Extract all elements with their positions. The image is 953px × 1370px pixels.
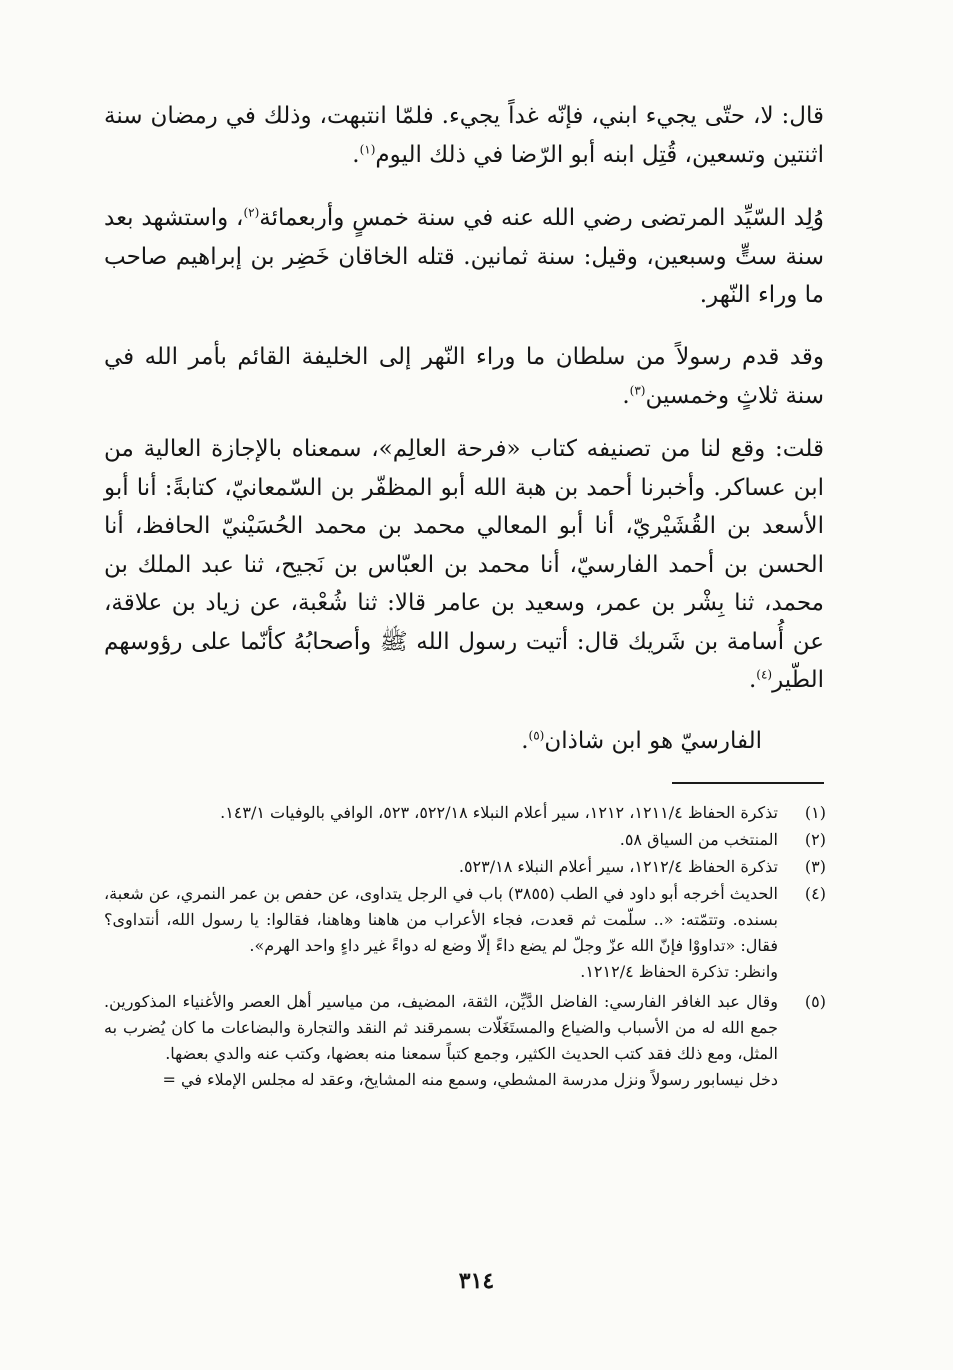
paragraph-5-end: . <box>521 728 529 754</box>
footnote-text: تذكرة الحفاظ ١٢١٢/٤، سير أعلام النبلاء ٥٢٣/١٨. <box>458 857 778 876</box>
footnote-text: المنتخب من السياق ٥٨. <box>619 830 778 849</box>
page-number: ٣١٤ <box>458 1268 495 1294</box>
footnote-number: (١) <box>804 803 826 822</box>
footnote-3 <box>104 854 826 880</box>
footnote-extra-text: وانظر: تذكرة الحفاظ ١٢١٢/٤. <box>580 962 778 981</box>
footnote-text: وقال عبد الغافر الفارسي: الفاضل الدَّيِّن، الثقة، المضيف، من مياسير أهل العصر والأغنياء المذكورين. جمع الله له من الأسباب والضياع والمستَغَلّات بسمرقند ثم النقد والتجارة والبضاعات ما كان يُضرب به المثل، ومع ذلك فقد كتب الحديث الكثير، وجمع كتباً سمعنا منه بعضها، وكتب عنه والدي بعضها. <box>104 992 778 1063</box>
footnote-text: الحديث أخرجه أبو داود في الطب (٣٨٥٥) باب في الرجل يتداوى، عن حفص بن عمر النمري، عن شعبة، بسنده. وتتمّته: «.. سلّمت ثم قعدت، فجاء الأعراب من هاهنا وهاهنا، فقالوا: يا رسول الله، أنتداوى؟ فقال: «تداووْا فإنّ الله عزّ وجلّ لم يضع داءً إلّا وضع له دواءً غير داءٍ واحد الهرم». <box>104 884 778 955</box>
footnote-body <box>104 881 778 985</box>
paragraph-1-end: . <box>352 141 360 168</box>
paragraph-2 <box>104 199 824 315</box>
paragraph-4 <box>104 430 824 700</box>
footnote-ref-1[interactable]: (١) <box>359 141 376 156</box>
footnote-4 <box>104 881 826 985</box>
footnote-number: (٥) <box>804 992 826 1011</box>
paragraph-3-text: وقد قدم رسولاً من سلطان ما وراء النّهر إلى الخليفة القائم بأمر الله في سنة ثلاثٍ وخمسين <box>104 344 824 409</box>
footnote-extra-text: دخل نيسابور رسولاً ونزل مدرسة المشطي، وسمع منه المشايخ، وعقد له مجلس الإملاء في = <box>162 1070 778 1089</box>
footnote-text: تذكرة الحفاظ ١٢١١/٤، ١٢١٢، سير أعلام النبلاء ٥٢٢/١٨، ٥٢٣، الوافي بالوفيات ١٤٣/١. <box>220 803 778 822</box>
footnote-1 <box>104 800 826 826</box>
footnote-2 <box>104 827 826 853</box>
footnote-ref-3[interactable]: (٣) <box>629 382 646 397</box>
paragraph-2-text-b: ، واستشهد بعد سنة ستٍّ وسبعين، وقيل: سنة ثمانين. قتله الخاقان خَضِر بن إبراهيم صاحب ما وراء النّهر. <box>104 205 824 308</box>
footnote-divider <box>672 782 824 784</box>
paragraph-4-text: قلت: وقع لنا من تصنيفه كتاب «فرحة العالِم»، سمعناه بالإجازة العالية من ابن عساكر. وأخبرنا أحمد بن هبة الله أبو المظفّر بن السّمعانيّ، كتابةً: أنا أبو الأسعد بن القُشَيْريّ، أنا أبو المعالي محمد بن محمد الحُسَيْنيّ الحافظ، أنا الحسن بن أحمد الفارسيّ، أنا محمد بن العبّاس بن نَجيح، ثنا عبد الملك بن محمد، ثنا بِشْر بن عمر، وسعيد بن عامر قالا: ثنا شُعْبة، عن زياد بن علاقة، عن أُسامة بن شَريك قال: أتيت رسول الله ﷺ وأصحابُهُ كأنّما على رؤوسهم الطّير <box>104 436 824 693</box>
paragraph-3 <box>104 338 824 415</box>
paragraph-5 <box>104 722 824 761</box>
footnote-ref-4[interactable]: (٤) <box>756 667 773 682</box>
paragraph-3-end: . <box>622 382 630 409</box>
footnote-ref-5[interactable]: (٥) <box>528 728 545 743</box>
paragraph-5-text: الفارسيّ هو ابن شاذان <box>544 728 762 754</box>
footnotes <box>104 800 826 1094</box>
paragraph-1 <box>104 97 824 174</box>
footnote-number: (٣) <box>804 857 826 876</box>
paragraph-4-end: . <box>748 667 757 693</box>
footnote-number: (٤) <box>804 884 826 903</box>
paragraph-1-text: قال: لا، حتّى يجيء ابني، فإنّه غداً يجيء. فلمّا انتبهت، وذلك في رمضان سنة اثنتين وتسعين، قُتِل ابنه أبو الرّضا في ذلك اليوم <box>104 103 824 168</box>
footnote-body <box>104 989 778 1093</box>
footnote-ref-2[interactable]: (٢) <box>243 205 260 220</box>
footnote-number: (٢) <box>804 830 826 849</box>
paragraph-2-text-a: وُلِد السّيِّد المرتضى رضي الله عنه في سنة خمسٍ وأربعمائة <box>259 205 824 231</box>
footnote-5 <box>104 989 826 1093</box>
